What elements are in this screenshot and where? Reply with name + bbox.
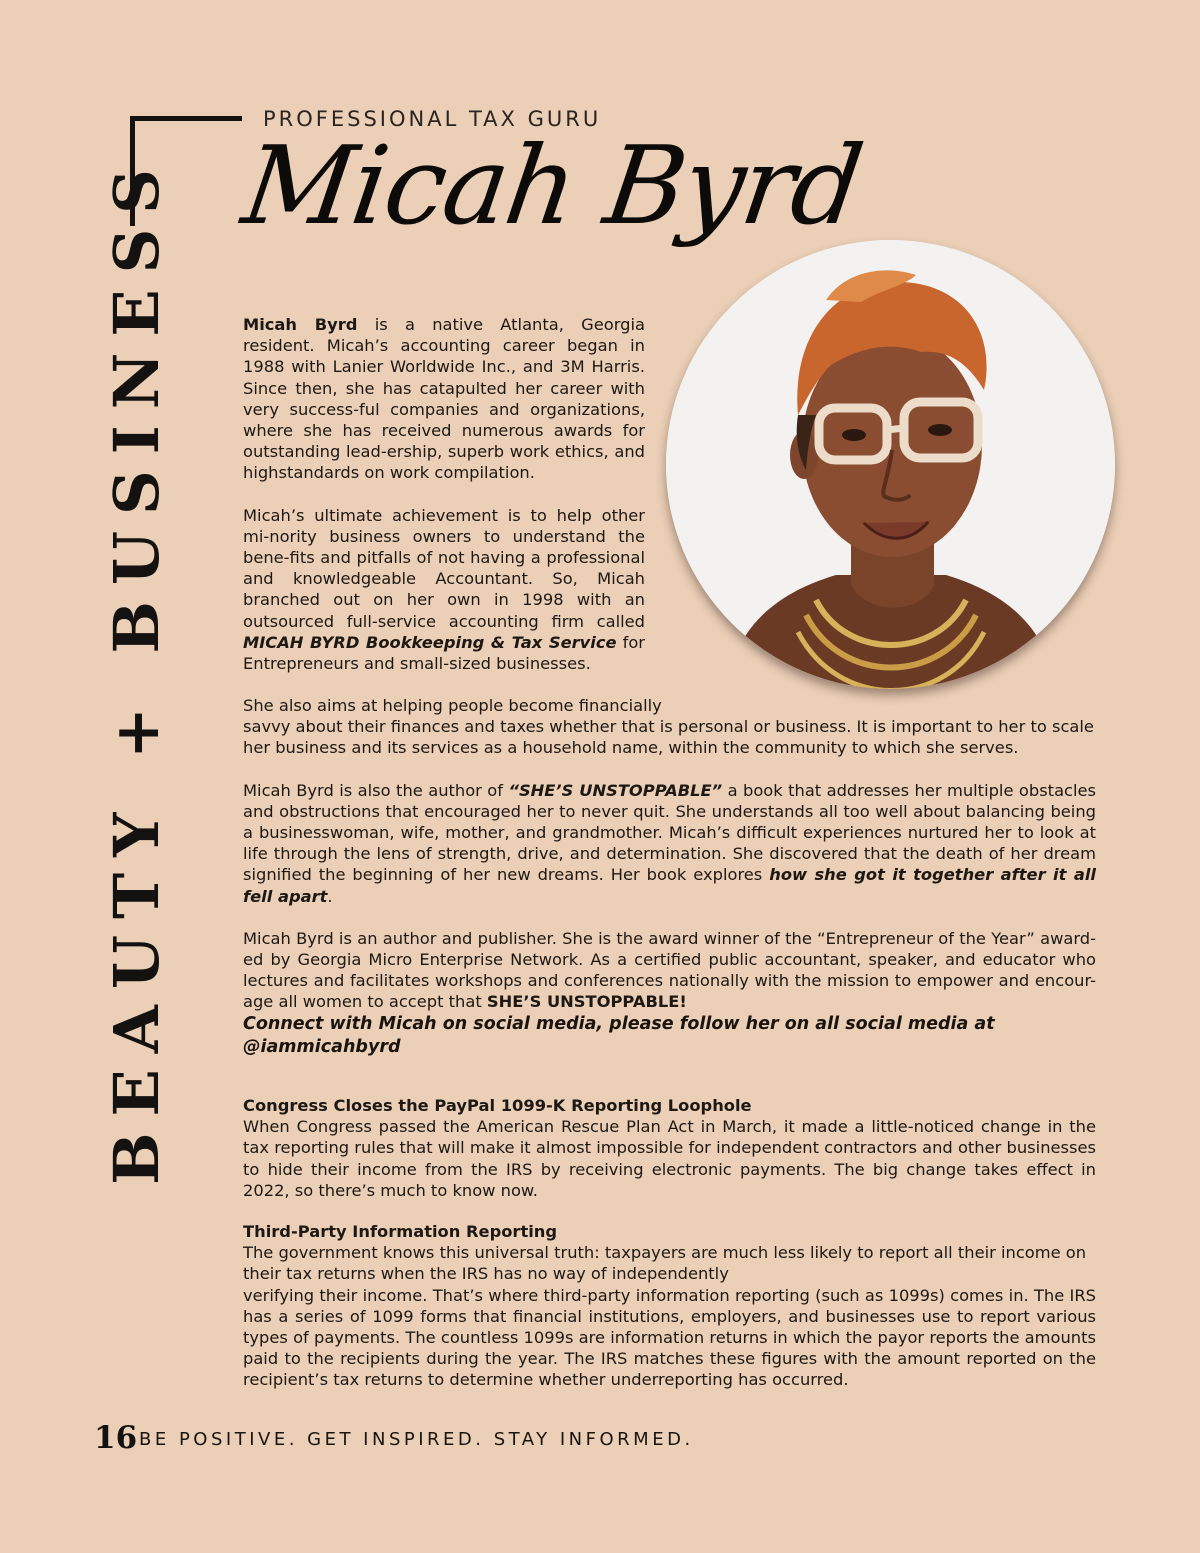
bio-p4-end: . <box>327 886 333 906</box>
section-label: BEAUTY + BUSINESS <box>100 153 173 1185</box>
portrait-illustration <box>666 240 1115 689</box>
corner-bracket-top <box>130 116 242 121</box>
bio-paragraph-4 <box>243 780 1096 907</box>
bio-paragraph-1 <box>243 314 645 484</box>
bio-paragraph-5 <box>243 928 1096 1013</box>
bio-p2-text-a: Micah’s ultimate achievement is to help other mi-nority business owners to understand the bene-fits and pitfalls of not having a professional and knowledgeable Accountant. So, Micah branched out on her own in 1998 with an outsourced full-service accounting firm called <box>243 505 645 631</box>
bio-p2-text-b: for Entrepreneurs and small-sized businesses. <box>243 632 645 674</box>
bio-p3-rest: savvy about their finances and taxes whether that is personal or business. It is important to her to scale her business and its services as a household name, within the community to which she serves. <box>243 717 1094 758</box>
social-handle: @iammicahbyrd <box>243 1037 401 1057</box>
bio-lead-name: Micah Byrd <box>243 315 358 334</box>
bio-paragraph-3 <box>243 695 1096 759</box>
page-number: 16 <box>94 1420 138 1456</box>
article-2-body-rest: verifying their income. That’s where third-party information reporting (such as 1099s) comes in. The IRS has a series of 1099 forms that financial institutions, employers, and businesses use to report various types of payments. The countless 1099s are information returns in which the payor reports the amounts paid to the recipients during the year. The IRS matches these figures with the amount reported on the recipient’s tax returns to determine whether underreporting has occurred. <box>243 1285 1096 1390</box>
book-tagline: how she got it together after it all fell apart <box>243 865 1096 906</box>
connect-line: Connect with Micah on social media, please follow her on all social media at <box>243 1014 995 1034</box>
article-2-title: Third-Party Information Reporting <box>243 1222 558 1241</box>
article-1-body: When Congress passed the American Rescue Plan Act in March, it made a little-noticed change in the tax reporting rules that will make it almost impossible for independent contractors and other businesses to hide their income from the IRS by receiving electronic payments. The big change takes effect in 2022, so there’s much to know now. <box>243 1117 1096 1200</box>
article-1 <box>243 1095 1096 1201</box>
article-2-body <box>243 1242 1096 1284</box>
bio-p3-line1: She also aims at helping people become financially <box>243 696 662 715</box>
profile-name-script: Micah Byrd <box>235 124 869 249</box>
bio-p4-text-a: Micah Byrd is also the author of <box>243 780 509 800</box>
book-title: “SHE’S UNSTOPPABLE” <box>508 780 723 800</box>
footer-tagline: BE POSITIVE. GET INSPIRED. STAY INFORMED. <box>139 1429 694 1450</box>
bio-p5-bold: SHE’S UNSTOPPABLE! <box>486 992 687 1012</box>
bio-paragraph-2 <box>243 505 645 675</box>
article-2 <box>243 1221 1096 1391</box>
bio-narrow-column <box>243 314 645 674</box>
portrait-photo <box>666 240 1115 689</box>
kicker-title: PROFESSIONAL TAX GURU <box>263 107 602 131</box>
bio-firm-name: MICAH BYRD Bookkeeping & Tax Service <box>243 632 617 652</box>
article-2-line1: The government knows this universal truth: taxpayers are much less likely to report all their income on their tax returns when the IRS has no way of independently <box>243 1243 1087 1284</box>
bio-p4-text-b: a book that addresses her multiple obstacles and obstructions that encouraged her to never quit. She understands all too well about balancing being a businesswoman, wife, mother, and grandmother. Micah’s difficult experiences nurtured her to look at life through the lens of strength, drive, and determination. She discovered that the death of her dream signified the beginning of her new dreams. Her book explores <box>243 780 1097 885</box>
article-1-title: Congress Closes the PayPal 1099-K Reporting Loophole <box>243 1096 752 1115</box>
social-connect <box>243 1013 1096 1059</box>
bio-wide-column <box>243 695 1096 1013</box>
bio-p5-text: Micah Byrd is an author and publisher. She is the award winner of the “Entrepreneur of the Year” award-ed by Georgia Micro Enterprise Network. As a certified public accountant, speaker, and educator who lectures and facilitates workshops and conferences nationally with the mission to empower and encour-age all women to accept that <box>243 928 1096 1012</box>
bio-p1-text: is a native Atlanta, Georgia resident. Micah’s accounting career began in 1988 with Lanier Worldwide Inc., and 3M Harris. Since then, she has catapulted her career with very success-ful companies and organizations, where she has received numerous awards for outstanding lead-ership, superb work ethics, and highstandards on work compilation. <box>243 315 645 483</box>
